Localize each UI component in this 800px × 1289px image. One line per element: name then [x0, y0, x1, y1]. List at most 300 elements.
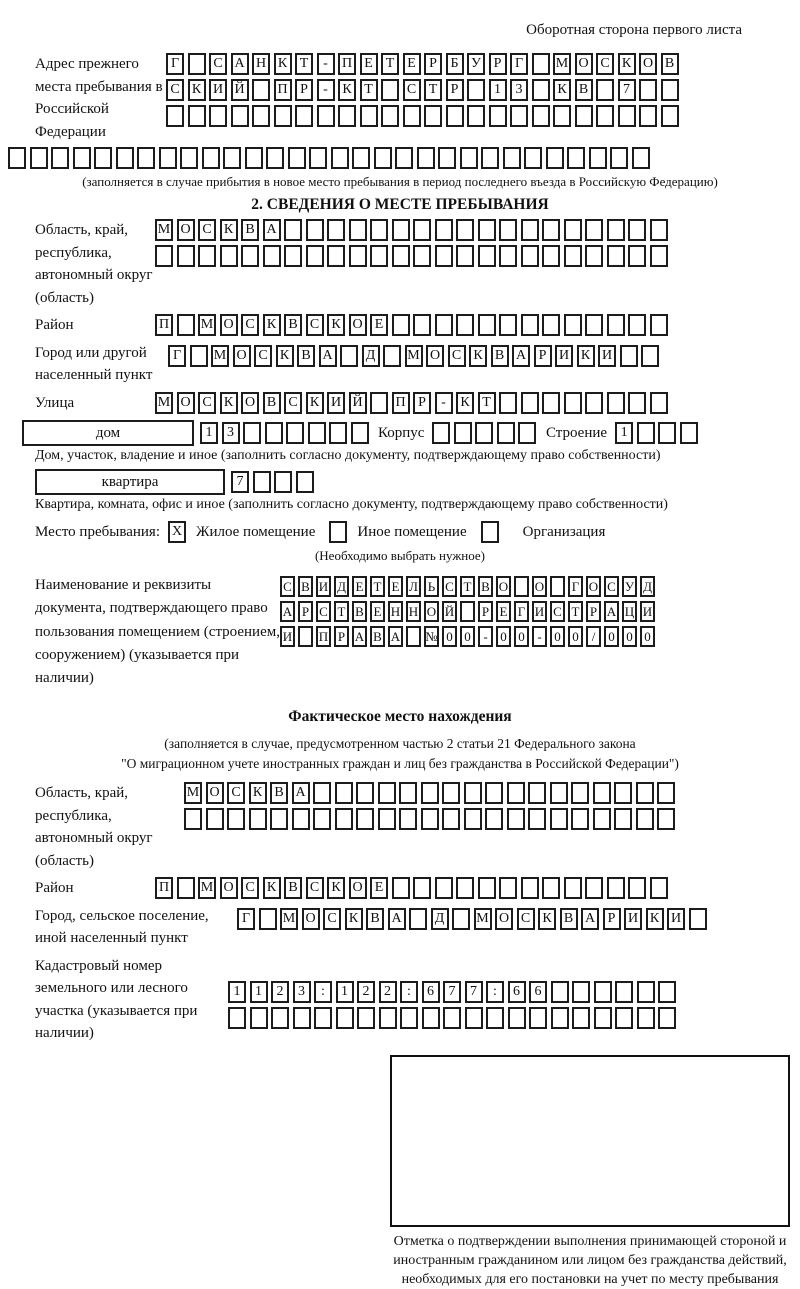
char-box[interactable] [637, 981, 655, 1003]
char-box[interactable] [73, 147, 91, 169]
char-box[interactable] [442, 808, 460, 830]
char-box[interactable]: П [155, 877, 173, 899]
char-box[interactable] [628, 219, 646, 241]
char-box[interactable] [607, 392, 625, 414]
char-box[interactable] [497, 422, 515, 444]
char-box[interactable] [585, 392, 603, 414]
char-box[interactable]: О [177, 392, 195, 414]
char-box[interactable]: С [550, 601, 565, 622]
char-box[interactable] [265, 422, 283, 444]
char-box[interactable] [446, 105, 464, 127]
char-box[interactable]: Р [489, 53, 507, 75]
char-box[interactable] [641, 345, 659, 367]
char-box[interactable]: Н [252, 53, 270, 75]
char-box[interactable]: 0 [622, 626, 637, 647]
char-box[interactable]: 2 [357, 981, 375, 1003]
char-box[interactable] [352, 147, 370, 169]
char-box[interactable] [379, 1007, 397, 1029]
char-box[interactable]: Т [460, 576, 475, 597]
char-box[interactable]: - [317, 79, 335, 101]
char-box[interactable] [542, 219, 560, 241]
char-box[interactable] [252, 79, 270, 101]
char-box[interactable]: Д [334, 576, 349, 597]
char-box[interactable] [456, 877, 474, 899]
char-box[interactable]: Б [446, 53, 464, 75]
char-box[interactable]: В [352, 601, 367, 622]
char-box[interactable] [485, 808, 503, 830]
char-box[interactable]: Р [424, 53, 442, 75]
char-box[interactable]: 0 [514, 626, 529, 647]
char-box[interactable] [661, 105, 679, 127]
char-box[interactable] [313, 782, 331, 804]
char-box[interactable]: Т [360, 79, 378, 101]
char-box[interactable]: Т [568, 601, 583, 622]
char-box[interactable]: 7 [618, 79, 636, 101]
char-box[interactable] [442, 782, 460, 804]
char-box[interactable] [284, 245, 302, 267]
char-box[interactable] [184, 808, 202, 830]
char-box[interactable] [381, 79, 399, 101]
char-box[interactable] [220, 245, 238, 267]
char-box[interactable] [284, 219, 302, 241]
char-box[interactable]: С [198, 219, 216, 241]
char-box[interactable]: С [241, 314, 259, 336]
char-box[interactable]: А [319, 345, 337, 367]
char-box[interactable]: Р [295, 79, 313, 101]
char-box[interactable]: С [517, 908, 535, 930]
char-box[interactable] [475, 422, 493, 444]
char-box[interactable] [514, 576, 529, 597]
char-box[interactable]: Ц [622, 601, 637, 622]
char-box[interactable] [532, 53, 550, 75]
char-box[interactable] [657, 808, 675, 830]
char-box[interactable]: О [302, 908, 320, 930]
house-type-field[interactable]: дом [22, 420, 194, 446]
char-box[interactable] [309, 147, 327, 169]
char-box[interactable] [249, 808, 267, 830]
char-box[interactable] [413, 314, 431, 336]
char-box[interactable] [456, 314, 474, 336]
char-box[interactable]: О [532, 576, 547, 597]
char-box[interactable]: К [646, 908, 664, 930]
char-box[interactable] [314, 1007, 332, 1029]
char-box[interactable]: С [306, 314, 324, 336]
char-box[interactable] [614, 808, 632, 830]
char-box[interactable] [481, 147, 499, 169]
char-box[interactable]: П [274, 79, 292, 101]
char-box[interactable] [639, 105, 657, 127]
char-box[interactable] [607, 877, 625, 899]
char-box[interactable] [413, 245, 431, 267]
char-box[interactable] [392, 314, 410, 336]
char-box[interactable]: 6 [508, 981, 526, 1003]
char-box[interactable]: 7 [231, 471, 249, 493]
char-box[interactable] [550, 576, 565, 597]
apartment-type-field[interactable]: квартира [35, 469, 225, 495]
char-box[interactable] [521, 245, 539, 267]
char-box[interactable] [116, 147, 134, 169]
char-box[interactable]: 0 [640, 626, 655, 647]
char-box[interactable]: К [469, 345, 487, 367]
char-box[interactable]: Е [496, 601, 511, 622]
char-box[interactable] [499, 219, 517, 241]
char-box[interactable] [421, 808, 439, 830]
char-box[interactable]: В [298, 576, 313, 597]
char-box[interactable] [551, 981, 569, 1003]
char-box[interactable] [571, 808, 589, 830]
char-box[interactable] [253, 471, 271, 493]
char-box[interactable] [435, 245, 453, 267]
char-box[interactable]: В [370, 626, 385, 647]
char-box[interactable] [308, 422, 326, 444]
char-box[interactable] [137, 147, 155, 169]
char-box[interactable]: С [604, 576, 619, 597]
char-box[interactable] [657, 782, 675, 804]
char-box[interactable] [351, 422, 369, 444]
char-box[interactable] [478, 314, 496, 336]
char-box[interactable] [593, 782, 611, 804]
char-box[interactable]: И [209, 79, 227, 101]
char-box[interactable]: В [241, 219, 259, 241]
char-box[interactable] [607, 245, 625, 267]
char-box[interactable] [464, 782, 482, 804]
char-box[interactable]: - [478, 626, 493, 647]
char-box[interactable] [349, 219, 367, 241]
char-box[interactable]: К [188, 79, 206, 101]
char-box[interactable] [618, 105, 636, 127]
char-box[interactable]: В [575, 79, 593, 101]
char-box[interactable] [370, 245, 388, 267]
char-box[interactable] [650, 392, 668, 414]
char-box[interactable] [180, 147, 198, 169]
char-box[interactable]: О [349, 314, 367, 336]
char-box[interactable]: А [388, 908, 406, 930]
char-box[interactable] [510, 105, 528, 127]
char-box[interactable]: К [276, 345, 294, 367]
char-box[interactable]: Т [334, 601, 349, 622]
char-box[interactable] [94, 147, 112, 169]
char-box[interactable] [524, 147, 542, 169]
char-box[interactable]: 0 [604, 626, 619, 647]
char-box[interactable]: И [598, 345, 616, 367]
char-box[interactable]: О [233, 345, 251, 367]
char-box[interactable] [528, 782, 546, 804]
char-box[interactable]: В [366, 908, 384, 930]
char-box[interactable]: И [327, 392, 345, 414]
char-box[interactable]: Е [352, 576, 367, 597]
char-box[interactable] [227, 808, 245, 830]
char-box[interactable] [378, 808, 396, 830]
char-box[interactable]: 1 [615, 422, 633, 444]
char-box[interactable] [585, 877, 603, 899]
char-box[interactable] [628, 877, 646, 899]
char-box[interactable] [206, 808, 224, 830]
char-box[interactable] [432, 422, 450, 444]
char-box[interactable]: Р [603, 908, 621, 930]
char-box[interactable] [331, 147, 349, 169]
char-box[interactable]: Г [166, 53, 184, 75]
char-box[interactable]: И [532, 601, 547, 622]
char-box[interactable] [435, 219, 453, 241]
char-box[interactable]: Н [388, 601, 403, 622]
char-box[interactable]: А [512, 345, 530, 367]
char-box[interactable] [467, 79, 485, 101]
char-box[interactable] [370, 392, 388, 414]
char-box[interactable]: Т [295, 53, 313, 75]
char-box[interactable]: В [491, 345, 509, 367]
char-box[interactable]: Т [478, 392, 496, 414]
char-box[interactable] [435, 314, 453, 336]
char-box[interactable] [356, 808, 374, 830]
char-box[interactable] [378, 782, 396, 804]
char-box[interactable] [689, 908, 707, 930]
char-box[interactable] [550, 808, 568, 830]
char-box[interactable]: Р [446, 79, 464, 101]
char-box[interactable] [460, 147, 478, 169]
char-box[interactable] [30, 147, 48, 169]
char-box[interactable]: И [316, 576, 331, 597]
char-box[interactable] [658, 1007, 676, 1029]
char-box[interactable] [636, 782, 654, 804]
char-box[interactable] [421, 782, 439, 804]
char-box[interactable]: - [532, 626, 547, 647]
char-box[interactable]: 1 [228, 981, 246, 1003]
char-box[interactable]: 2 [271, 981, 289, 1003]
char-box[interactable] [399, 808, 417, 830]
char-box[interactable]: Г [237, 908, 255, 930]
char-box[interactable]: Е [403, 53, 421, 75]
char-box[interactable] [632, 147, 650, 169]
char-box[interactable]: П [155, 314, 173, 336]
char-box[interactable] [340, 345, 358, 367]
char-box[interactable]: В [560, 908, 578, 930]
char-box[interactable]: Е [370, 601, 385, 622]
char-box[interactable] [658, 981, 676, 1003]
char-box[interactable]: М [553, 53, 571, 75]
char-box[interactable]: К [538, 908, 556, 930]
char-box[interactable] [413, 877, 431, 899]
char-box[interactable]: Р [478, 601, 493, 622]
char-box[interactable]: С [448, 345, 466, 367]
char-box[interactable]: № [424, 626, 439, 647]
char-box[interactable] [478, 219, 496, 241]
char-box[interactable]: 3 [510, 79, 528, 101]
char-box[interactable]: И [280, 626, 295, 647]
char-box[interactable] [443, 1007, 461, 1029]
char-box[interactable] [499, 877, 517, 899]
char-box[interactable] [593, 808, 611, 830]
char-box[interactable]: И [555, 345, 573, 367]
char-box[interactable]: 6 [529, 981, 547, 1003]
char-box[interactable] [370, 219, 388, 241]
char-box[interactable]: В [284, 314, 302, 336]
char-box[interactable]: В [263, 392, 281, 414]
char-box[interactable] [529, 1007, 547, 1029]
char-box[interactable] [8, 147, 26, 169]
char-box[interactable]: Р [534, 345, 552, 367]
stay-type-checkbox-residential[interactable]: X [168, 521, 186, 543]
char-box[interactable] [159, 147, 177, 169]
char-box[interactable] [288, 147, 306, 169]
char-box[interactable] [615, 1007, 633, 1029]
char-box[interactable] [658, 422, 676, 444]
char-box[interactable] [399, 782, 417, 804]
char-box[interactable] [596, 79, 614, 101]
char-box[interactable] [610, 147, 628, 169]
char-box[interactable] [417, 147, 435, 169]
char-box[interactable]: Ь [424, 576, 439, 597]
char-box[interactable] [335, 808, 353, 830]
char-box[interactable] [188, 53, 206, 75]
char-box[interactable] [231, 105, 249, 127]
char-box[interactable]: О [206, 782, 224, 804]
char-box[interactable]: Р [298, 601, 313, 622]
char-box[interactable]: Й [231, 79, 249, 101]
char-box[interactable] [456, 245, 474, 267]
char-box[interactable]: М [280, 908, 298, 930]
char-box[interactable]: О [349, 877, 367, 899]
char-box[interactable]: М [198, 314, 216, 336]
char-box[interactable] [628, 245, 646, 267]
char-box[interactable]: Т [381, 53, 399, 75]
char-box[interactable]: С [403, 79, 421, 101]
char-box[interactable] [564, 245, 582, 267]
char-box[interactable]: П [338, 53, 356, 75]
char-box[interactable]: 7 [465, 981, 483, 1003]
char-box[interactable]: 3 [222, 422, 240, 444]
stay-type-checkbox-other[interactable] [329, 521, 347, 543]
char-box[interactable] [503, 147, 521, 169]
char-box[interactable] [392, 219, 410, 241]
char-box[interactable]: И [624, 908, 642, 930]
char-box[interactable]: Д [431, 908, 449, 930]
char-box[interactable] [528, 808, 546, 830]
char-box[interactable]: Г [568, 576, 583, 597]
char-box[interactable]: Г [168, 345, 186, 367]
char-box[interactable] [636, 808, 654, 830]
char-box[interactable]: С [209, 53, 227, 75]
char-box[interactable]: Й [442, 601, 457, 622]
char-box[interactable] [485, 782, 503, 804]
char-box[interactable] [550, 782, 568, 804]
char-box[interactable] [406, 626, 421, 647]
char-box[interactable] [51, 147, 69, 169]
char-box[interactable]: А [280, 601, 295, 622]
char-box[interactable]: К [338, 79, 356, 101]
char-box[interactable] [403, 105, 421, 127]
char-box[interactable] [349, 245, 367, 267]
char-box[interactable]: - [435, 392, 453, 414]
char-box[interactable] [252, 105, 270, 127]
char-box[interactable] [628, 392, 646, 414]
char-box[interactable]: 0 [550, 626, 565, 647]
char-box[interactable] [521, 877, 539, 899]
char-box[interactable] [521, 219, 539, 241]
char-box[interactable] [478, 245, 496, 267]
char-box[interactable]: К [345, 908, 363, 930]
char-box[interactable]: А [604, 601, 619, 622]
char-box[interactable]: 1 [250, 981, 268, 1003]
char-box[interactable]: К [577, 345, 595, 367]
char-box[interactable] [270, 808, 288, 830]
char-box[interactable]: Е [370, 877, 388, 899]
char-box[interactable]: О [220, 314, 238, 336]
char-box[interactable]: К [456, 392, 474, 414]
char-box[interactable] [564, 219, 582, 241]
char-box[interactable]: 7 [443, 981, 461, 1003]
char-box[interactable] [464, 808, 482, 830]
char-box[interactable]: С [198, 392, 216, 414]
char-box[interactable] [518, 422, 536, 444]
char-box[interactable]: С [241, 877, 259, 899]
char-box[interactable] [575, 105, 593, 127]
char-box[interactable]: В [270, 782, 288, 804]
char-box[interactable] [327, 219, 345, 241]
char-box[interactable]: 0 [442, 626, 457, 647]
char-box[interactable]: Г [510, 53, 528, 75]
char-box[interactable] [452, 908, 470, 930]
char-box[interactable] [542, 877, 560, 899]
char-box[interactable]: В [284, 877, 302, 899]
char-box[interactable] [650, 245, 668, 267]
char-box[interactable] [572, 1007, 590, 1029]
char-box[interactable] [198, 245, 216, 267]
char-box[interactable]: К [327, 877, 345, 899]
char-box[interactable] [650, 219, 668, 241]
char-box[interactable] [329, 422, 347, 444]
char-box[interactable] [317, 105, 335, 127]
char-box[interactable]: С [166, 79, 184, 101]
char-box[interactable]: Й [349, 392, 367, 414]
char-box[interactable] [639, 79, 657, 101]
char-box[interactable] [295, 105, 313, 127]
char-box[interactable]: С [254, 345, 272, 367]
char-box[interactable] [499, 245, 517, 267]
char-box[interactable]: О [575, 53, 593, 75]
char-box[interactable]: 6 [422, 981, 440, 1003]
char-box[interactable] [395, 147, 413, 169]
char-box[interactable] [409, 908, 427, 930]
char-box[interactable] [241, 245, 259, 267]
char-box[interactable]: : [400, 981, 418, 1003]
char-box[interactable] [564, 314, 582, 336]
char-box[interactable] [564, 877, 582, 899]
char-box[interactable]: Н [406, 601, 421, 622]
char-box[interactable]: Р [413, 392, 431, 414]
char-box[interactable] [607, 314, 625, 336]
char-box[interactable] [542, 314, 560, 336]
char-box[interactable]: О [495, 908, 513, 930]
char-box[interactable]: : [486, 981, 504, 1003]
char-box[interactable]: И [640, 601, 655, 622]
char-box[interactable] [499, 392, 517, 414]
char-box[interactable]: - [317, 53, 335, 75]
char-box[interactable] [465, 1007, 483, 1029]
char-box[interactable] [467, 105, 485, 127]
char-box[interactable] [553, 105, 571, 127]
char-box[interactable]: К [220, 392, 238, 414]
char-box[interactable] [532, 105, 550, 127]
char-box[interactable]: А [263, 219, 281, 241]
char-box[interactable]: С [284, 392, 302, 414]
char-box[interactable]: А [352, 626, 367, 647]
char-box[interactable]: С [316, 601, 331, 622]
char-box[interactable]: Е [370, 314, 388, 336]
char-box[interactable] [486, 1007, 504, 1029]
char-box[interactable]: К [553, 79, 571, 101]
char-box[interactable] [381, 105, 399, 127]
char-box[interactable] [274, 471, 292, 493]
